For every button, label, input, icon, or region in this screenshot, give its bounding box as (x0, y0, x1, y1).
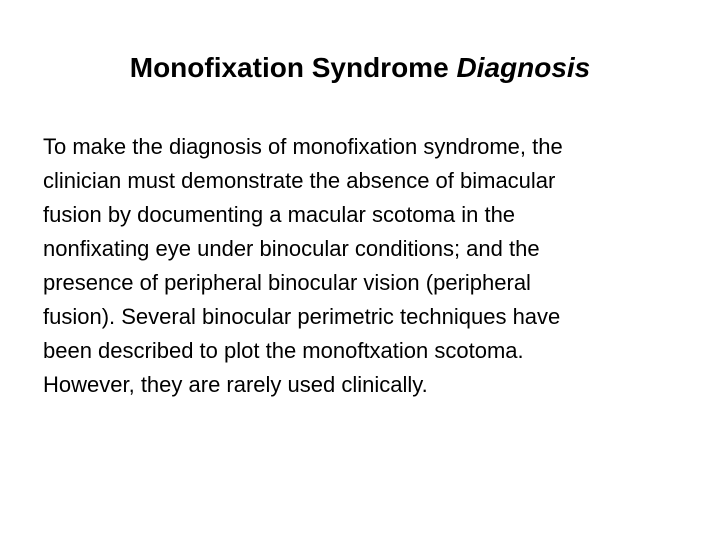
slide-title (0, 48, 720, 88)
title-emphasis: Diagnosis (456, 52, 591, 83)
body-line: However, they are rarely used clinically. (43, 372, 428, 397)
body-line: presence of peripheral binocular vision (peripheral (43, 270, 531, 295)
body-line: fusion by documenting a macular scotoma in the (43, 202, 516, 227)
body-line: fusion). Several binocular perimetric techniques have (43, 304, 561, 329)
body-line: nonfixating eye under binocular conditions; and the (43, 236, 540, 261)
body-line: been described to plot the monoftxation scotoma. (43, 338, 524, 363)
body-line: clinician must demonstrate the absence of bimacular (43, 168, 556, 193)
body-line: To make the diagnosis of monofixation syndrome, the (43, 134, 563, 159)
body-paragraph (43, 130, 683, 402)
title-main: Monofixation Syndrome (129, 52, 449, 83)
